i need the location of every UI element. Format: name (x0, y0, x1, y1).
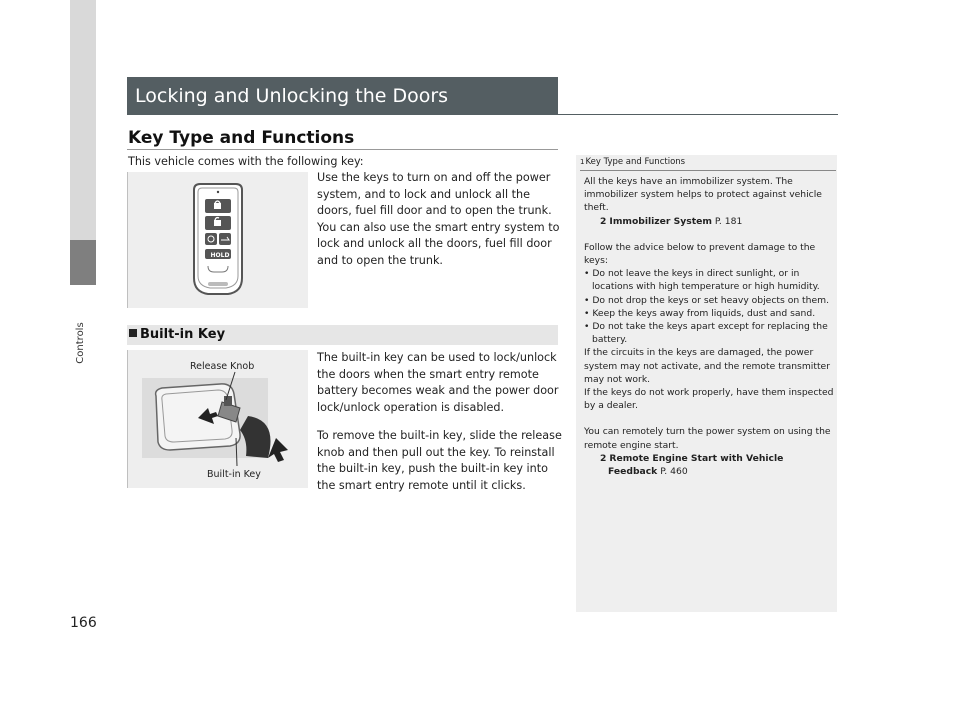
note-bullet: • Do not leave the keys in direct sunlight, or in locations with high temperature or high humidity. (584, 268, 820, 293)
smart-key-illustration (128, 172, 308, 308)
builtin-key-description: The built-in key can be used to lock/unlock the doors when the smart entry remote battery becomes weak and the power door lock/unlock operation is disabled. (317, 351, 559, 414)
sidebar-tab-controls (70, 240, 96, 285)
note-reference[interactable] (584, 452, 834, 465)
builtin-key-label: Built-in Key (207, 469, 261, 480)
note-bullet-text: Do not drop the keys or set heavy objects on them. (592, 294, 830, 306)
note-reference[interactable] (584, 215, 834, 228)
note-body (584, 175, 834, 478)
builtin-key-heading-text: Built-in Key (140, 327, 226, 342)
reference-arrow-icon: 2 (600, 452, 607, 464)
chapter-title: Locking and Unlocking the Doors (127, 77, 558, 115)
keys-description: Use the keys to turn on and off the power system, and to lock and unlock all the doors, fuel fill door and to open the trunk. You can also use the smart entry system to lock and unlock all the doors, fuel fill door and to open the trunk. (317, 171, 560, 267)
section-title: Key Type and Functions (128, 128, 355, 148)
intro-text: This vehicle comes with the following key: (128, 155, 364, 168)
note-reference-cont[interactable] (584, 465, 834, 478)
hold-button-label: HOLD (210, 252, 230, 259)
reference-title: Remote Engine Start with Vehicle (609, 452, 784, 464)
note-bullet: • Keep the keys away from liquids, dust and sand. (584, 307, 816, 319)
section-rule (127, 149, 558, 150)
smart-key-figure (127, 172, 308, 308)
note-paragraph: If the keys do not work properly, have them inspected by a dealer. (584, 387, 834, 412)
note-heading-rule (580, 170, 836, 171)
builtin-key-instructions: To remove the built-in key, slide the release knob and then pull out the key. To reinstall the built-in key, push the built-in key into the smart entry remote until it clicks. (317, 429, 562, 492)
note-bullet: • Do not drop the keys or set heavy objects on them. (584, 294, 830, 306)
reference-page: P. 460 (660, 466, 688, 478)
note-paragraph: Follow the advice below to prevent damage to the keys: (584, 241, 816, 267)
note-bullet-text: Do not leave the keys in direct sunlight, or in locations with high temperature or high humidity. (592, 268, 820, 293)
reference-title: Immobilizer System (609, 215, 712, 227)
square-bullet-icon (129, 329, 137, 337)
page-number: 166 (70, 615, 97, 631)
reference-arrow-icon: 2 (600, 215, 607, 227)
builtin-key-heading (127, 325, 558, 345)
note-bullet-text: Do not take the keys apart except for replacing the battery. (592, 321, 828, 346)
note-paragraph: All the keys have an immobilizer system. The immobilizer system helps to protect against vehicle theft. (584, 176, 822, 214)
note-paragraph: You can remotely turn the power system on using the remote engine start. (584, 426, 831, 451)
sidebar-section-label: Controls (75, 322, 86, 364)
reference-page: P. 181 (714, 215, 743, 227)
note-bullet-text: Keep the keys away from liquids, dust and sand. (592, 307, 816, 319)
reference-title: Feedback (608, 466, 658, 478)
note-heading-text: Key Type and Functions (585, 157, 686, 167)
note-marker-icon: 1 (580, 158, 585, 166)
note-bullet: • Do not take the keys apart except for replacing the battery. (584, 321, 828, 346)
note-heading (580, 157, 685, 167)
release-knob-label: Release Knob (190, 361, 255, 372)
chapter-rule (558, 114, 838, 115)
note-paragraph: If the circuits in the keys are damaged, the power system may not activate, and the remote transmitter may not work. (584, 347, 830, 385)
sidebar-tab-light (70, 0, 96, 240)
